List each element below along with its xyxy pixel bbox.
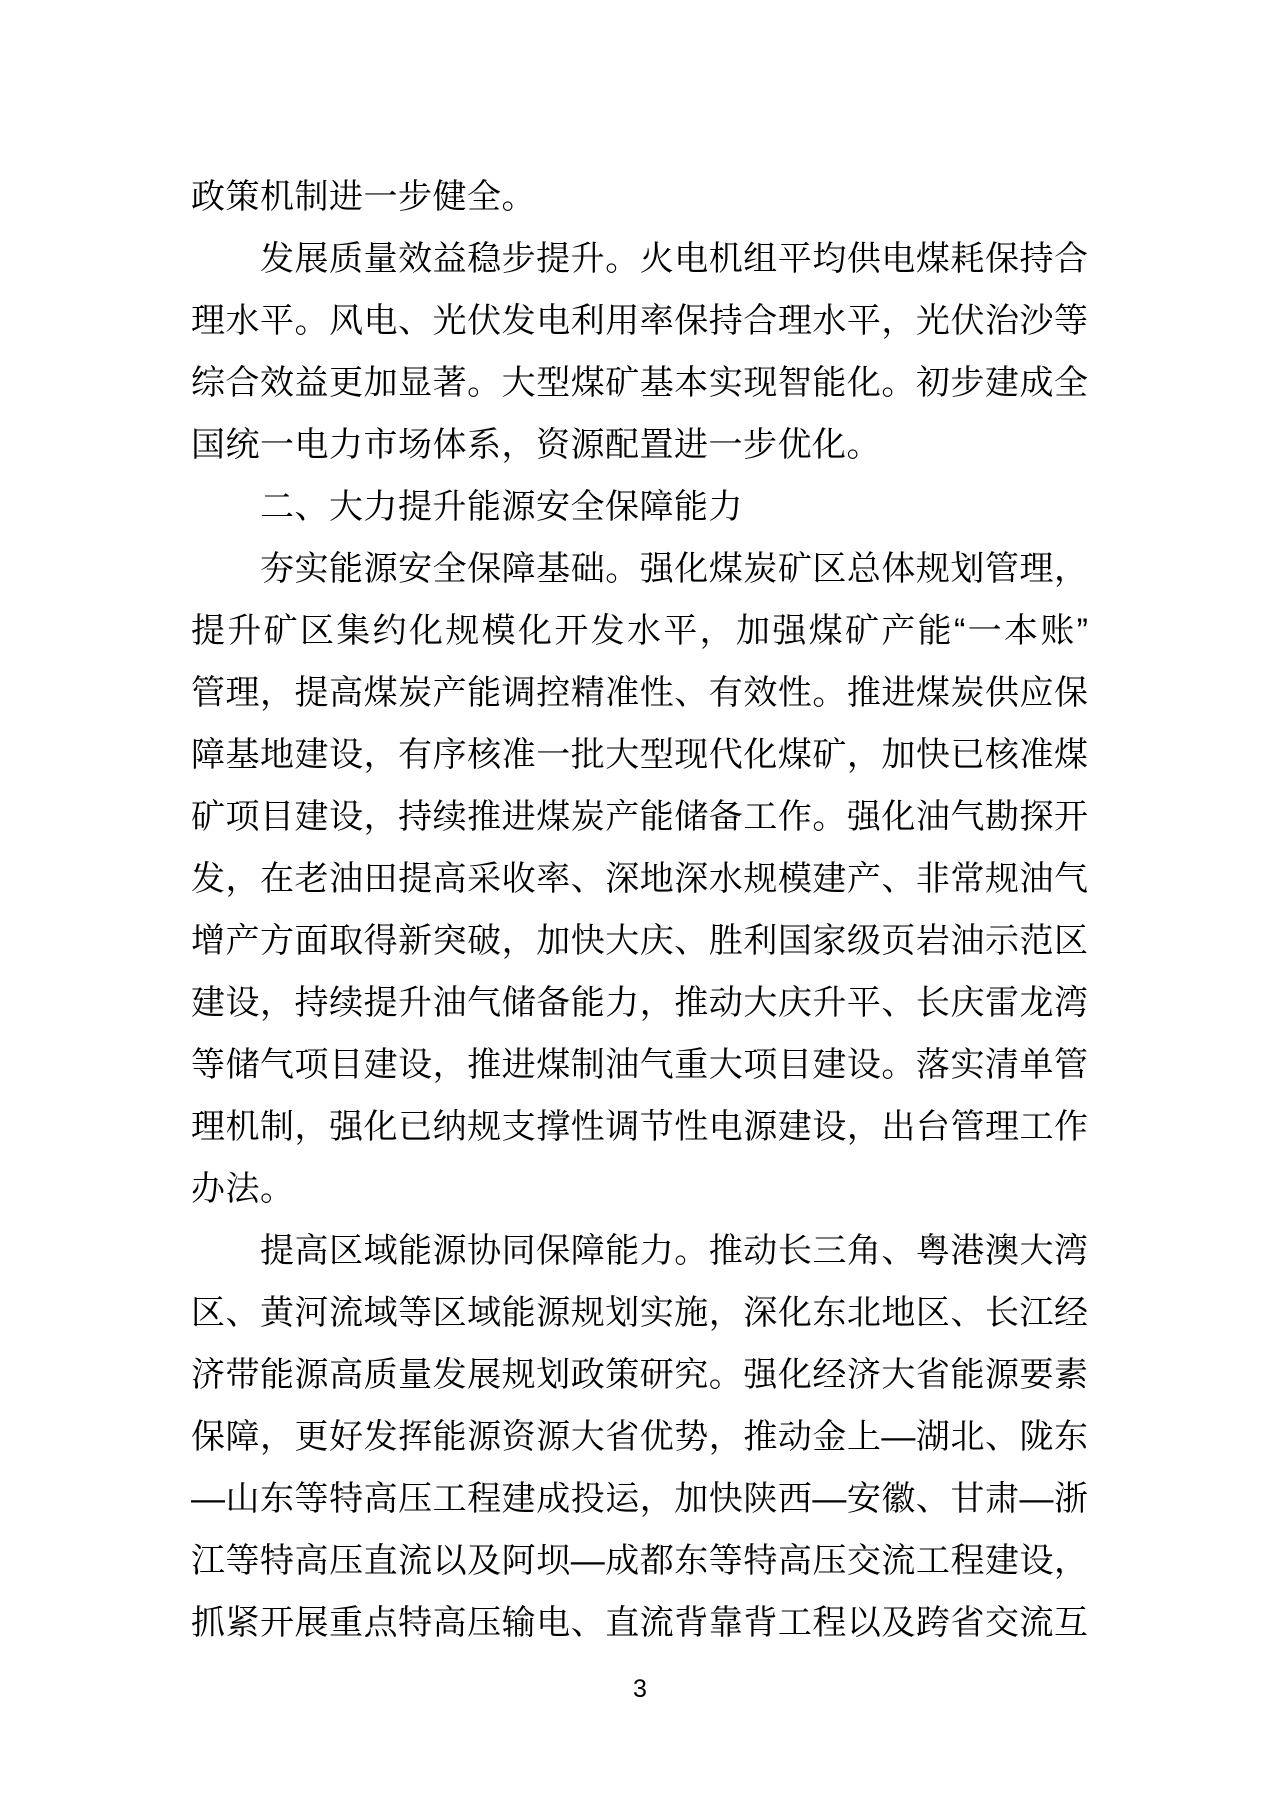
page-number: 3 <box>633 1675 647 1703</box>
text-line: 增产方面取得新突破，加快大庆、胜利国家级页岩油示范区 <box>191 922 1088 960</box>
text-line: 发，在老油田提高采收率、深地深水规模建产、非常规油气 <box>191 860 1088 898</box>
text-line: 管理，提高煤炭产能调控精准性、有效性。推进煤炭供应保 <box>191 674 1088 712</box>
text-line: 理水平。风电、光伏发电利用率保持合理水平，光伏治沙等 <box>191 302 1088 340</box>
text-line: 办法。 <box>191 1170 295 1208</box>
text-line: 理机制，强化已纳规支撑性调节性电源建设，出台管理工作 <box>191 1108 1088 1146</box>
text-line: 区、黄河流域等区域能源规划实施，深化东北地区、长江经 <box>191 1294 1088 1332</box>
text-line: 矿项目建设，持续推进煤炭产能储备工作。强化油气勘探开 <box>191 798 1088 836</box>
text-line: 国统一电力市场体系，资源配置进一步优化。 <box>191 426 881 464</box>
text-line: 障基地建设，有序核准一批大型现代化煤矿，加快已核准煤 <box>191 736 1088 774</box>
text-line: 政策机制进一步健全。 <box>191 178 536 216</box>
text-line: 提高区域能源协同保障能力。推动长三角、粤港澳大湾 <box>260 1232 1088 1270</box>
text-line: 抓紧开展重点特高压输电、直流背靠背工程以及跨省交流互 <box>191 1604 1088 1642</box>
text-line: —山东等特高压工程建成投运，加快陕西—安徽、甘肃—浙 <box>191 1480 1088 1518</box>
document-body <box>191 166 1088 1654</box>
text-line: 提升矿区集约化规模化开发水平，加强煤矿产能“一本账” <box>191 612 1088 650</box>
text-line: 发展质量效益稳步提升。火电机组平均供电煤耗保持合 <box>260 240 1088 278</box>
text-line: 综合效益更加显著。大型煤矿基本实现智能化。初步建成全 <box>191 364 1088 402</box>
text-line: 保障，更好发挥能源资源大省优势，推动金上—湖北、陇东 <box>191 1418 1088 1456</box>
text-line: 等储气项目建设，推进煤制油气重大项目建设。落实清单管 <box>191 1046 1088 1084</box>
text-line: 济带能源高质量发展规划政策研究。强化经济大省能源要素 <box>191 1356 1088 1394</box>
text-line: 夯实能源安全保障基础。强化煤炭矿区总体规划管理， <box>260 550 1088 588</box>
text-line: 江等特高压直流以及阿坝—成都东等特高压交流工程建设， <box>191 1542 1088 1580</box>
text-line: 建设，持续提升油气储备能力，推动大庆升平、长庆雷龙湾 <box>191 984 1088 1022</box>
section-heading: 二、大力提升能源安全保障能力 <box>260 488 743 526</box>
